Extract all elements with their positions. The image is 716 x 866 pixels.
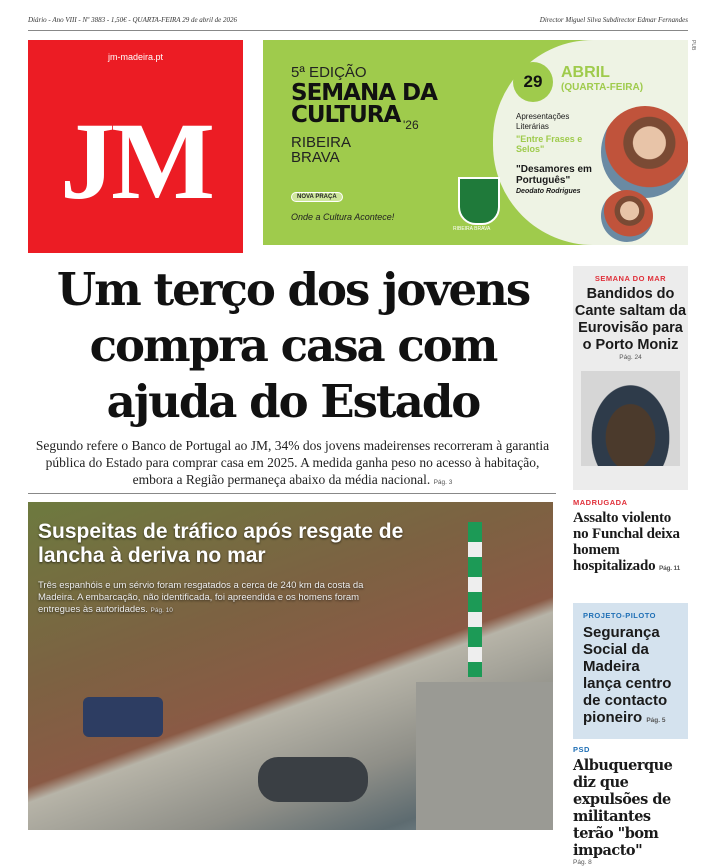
main-headline[interactable]: Um terço dos jovens compra casa com ajuda do Estado bbox=[56, 263, 530, 428]
side-page: Pág. 8 bbox=[573, 859, 592, 866]
photo-story-body: Três espanhóis e um sérvio foram resgatados a cerca de 240 km da costa da Madeira. A embarcação, não identificada, foi apreendida e os homens foram entregues às autoridades. bbox=[38, 580, 364, 615]
side-title-text: Segurança Social da Madeira lança centro de contacto pioneiro bbox=[583, 624, 672, 726]
side-title: Albuquerque diz que expulsões de militantes terão "bom impacto" bbox=[573, 757, 673, 859]
logo-text: JM bbox=[60, 100, 211, 222]
van-shape bbox=[83, 697, 163, 737]
ad-title-1: SEMANA DA bbox=[291, 80, 437, 106]
side-story-3[interactable] bbox=[573, 603, 688, 739]
side-title: Bandidos do Cante saltam da Eurovisão para o Porto Moniz bbox=[574, 286, 687, 353]
side-story-4[interactable] bbox=[573, 745, 688, 866]
divider bbox=[28, 30, 688, 31]
pier-wall bbox=[416, 682, 553, 830]
ad-day: 29 bbox=[513, 62, 553, 102]
side-kicker: PROJETO-PILOTO bbox=[583, 611, 656, 620]
side-kicker: MADRUGADA bbox=[573, 498, 628, 507]
ad-month: ABRIL bbox=[561, 64, 610, 81]
ad-event: Apresentações Literárias bbox=[516, 112, 570, 131]
ad-slogan: Onde a Cultura Acontece! bbox=[291, 212, 395, 222]
director-line: Director Miguel Silva Subdirector Edmar Fernandes bbox=[539, 16, 688, 24]
ad-weekday: (QUARTA-FEIRA) bbox=[561, 82, 644, 93]
side-page: Pág. 5 bbox=[646, 717, 666, 724]
side-story-1[interactable] bbox=[573, 266, 688, 490]
main-lead bbox=[30, 437, 555, 491]
ad-edition: 5ª EDIÇÃO bbox=[291, 64, 367, 81]
author-photo bbox=[601, 106, 688, 198]
boat-shape bbox=[258, 757, 368, 802]
ad-year: '26 bbox=[403, 118, 419, 132]
site-url[interactable]: jm-madeira.pt bbox=[107, 52, 163, 62]
ad-place-1: RIBEIRA bbox=[291, 134, 352, 151]
ad-place-2: BRAVA bbox=[291, 149, 340, 166]
lead-page: Pág. 3 bbox=[433, 479, 453, 486]
masthead-logo[interactable] bbox=[28, 40, 243, 253]
edition-line: Diário - Ano VIII - Nº 3883 - 1,50€ - QUARTA-FEIRA 29 de abril de 2026 bbox=[28, 16, 238, 24]
side-title-text: Assalto violento no Funchal deixa homem hospitalizado bbox=[573, 510, 680, 574]
band-photo bbox=[581, 371, 680, 466]
divider bbox=[28, 493, 556, 494]
side-page: Pág. 24 bbox=[619, 354, 642, 361]
ad-title-2: CULTURA bbox=[291, 102, 401, 128]
photo-story-page: Pág. 10 bbox=[150, 607, 173, 614]
ad-book-1: "Entre Frases e Selos" bbox=[516, 134, 583, 154]
ad-author: Deodato Rodrigues bbox=[516, 188, 581, 195]
side-story-2[interactable] bbox=[573, 498, 688, 577]
ad-book-2: "Desamores em Português" bbox=[516, 164, 592, 186]
side-title bbox=[583, 624, 682, 729]
author-photo-2 bbox=[601, 190, 653, 242]
lead-text: Segundo refere o Banco de Portugal ao JM, 34% dos jovens madeirenses recorreram à garantia pública do Estado para comprar casa em 2025. A medida ganha peso no acesso à habitação, embora a Região permaneça abaixo da média nacional. bbox=[35, 438, 550, 487]
photo-story-text bbox=[38, 580, 398, 617]
main-photo-story[interactable] bbox=[28, 502, 553, 830]
crest-icon bbox=[458, 177, 500, 225]
crest-label: RIBEIRA BRAVA bbox=[453, 226, 491, 232]
side-kicker: SEMANA DO MAR bbox=[594, 274, 667, 283]
side-page: Pág. 11 bbox=[658, 565, 680, 572]
lighthouse-illustration bbox=[468, 522, 482, 677]
ad-venue: NOVA PRAÇA bbox=[291, 192, 343, 202]
advertisement-banner[interactable] bbox=[263, 40, 688, 245]
side-kicker: PSD bbox=[573, 745, 590, 754]
pub-label: PUB bbox=[690, 40, 696, 51]
side-title bbox=[573, 510, 688, 577]
photo-story-title: Suspeitas de tráfico após resgate de lancha à deriva no mar bbox=[38, 520, 404, 567]
